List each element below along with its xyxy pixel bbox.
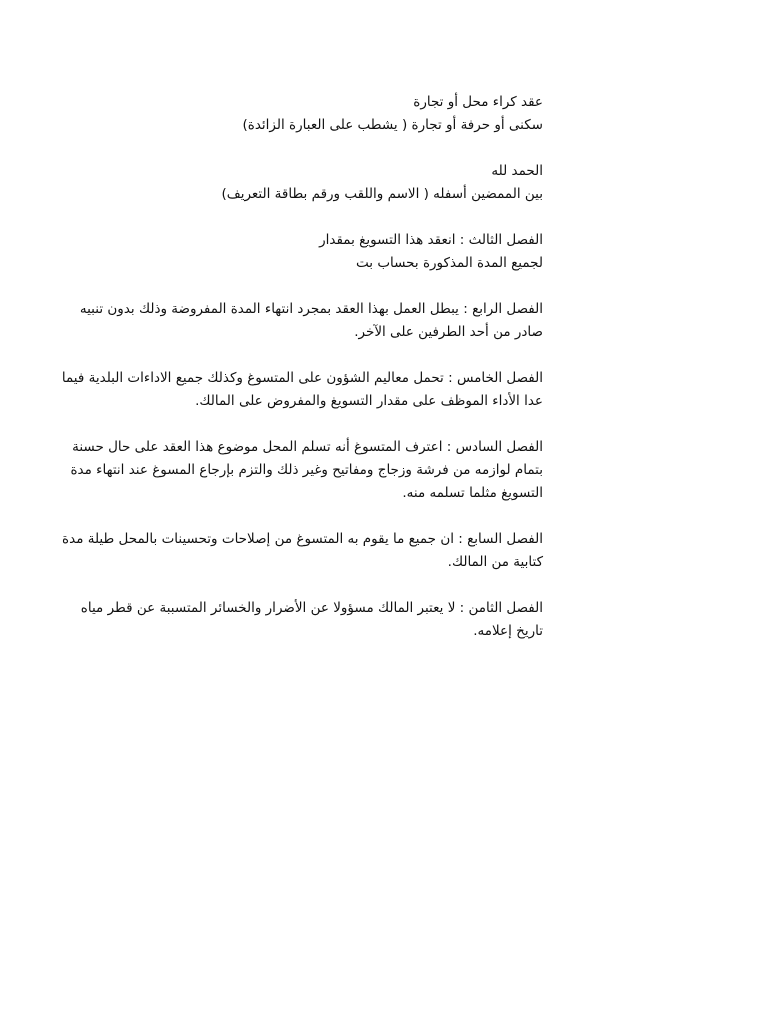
article-line: الفصل الثامن : لا يعتبر المالك مسؤولا عن الأضرار والخسائر المتسببة عن قطر مياه	[80, 600, 543, 616]
article-line: بتمام لوازمه من فرشة وزجاج ومفاتيح وغير ذلك والتزم بإرجاع المسوغ عند انتهاء مدة	[70, 462, 543, 478]
article-line: الفصل الرابع : يبطل العمل بهذا العقد بمجرد انتهاء المدة المفروضة وذلك بدون تنبيه	[79, 301, 543, 317]
article-line: كتابية من المالك.	[447, 554, 543, 570]
article-line: تاريخ إعلامه.	[473, 623, 543, 639]
article-line: عدا الأداء الموظف على مقدار التسويغ والمفروض على المالك.	[195, 393, 543, 409]
article-line: الفصل السادس : اعترف المتسوغ أنه تسلم المحل موضوع هذا العقد على حال حسنة	[72, 439, 543, 455]
article-4	[60, 298, 543, 344]
article-line: الفصل الثالث : انعقد هذا التسويغ بمقدار	[319, 232, 543, 248]
parties-block	[60, 160, 543, 206]
contract-text	[60, 91, 543, 666]
article-line: الفصل السابع : ان جميع ما يقوم به المتسوغ من إصلاحات وتحسينات بالمحل طيلة مدة	[62, 531, 543, 547]
article-6	[60, 436, 543, 505]
article-5	[60, 367, 543, 413]
article-3	[60, 229, 543, 275]
article-7	[60, 528, 543, 574]
opening-line: الحمد لله	[491, 163, 543, 179]
article-line: الفصل الخامس : تحمل معاليم الشؤون على المتسوغ وكذلك جميع الاداءات البلدية فيما	[61, 370, 543, 386]
article-line: لجميع المدة المذكورة بحساب بت	[356, 255, 543, 271]
article-8	[60, 597, 543, 643]
contract-subtitle: سكنى أو حرفة أو تجارة ( يشطب على العبارة الزائدة)	[242, 117, 543, 133]
article-line: صادر من أحد الطرفين على الآخر.	[354, 324, 543, 340]
contract-title-block	[60, 91, 543, 137]
article-line: التسويغ مثلما تسلمه منه.	[402, 485, 543, 501]
parties-line: بين الممضين أسفله ( الاسم واللقب ورقم بطاقة التعريف)	[221, 186, 543, 202]
contract-title: عقد كراء محل أو تجارة	[413, 94, 543, 110]
